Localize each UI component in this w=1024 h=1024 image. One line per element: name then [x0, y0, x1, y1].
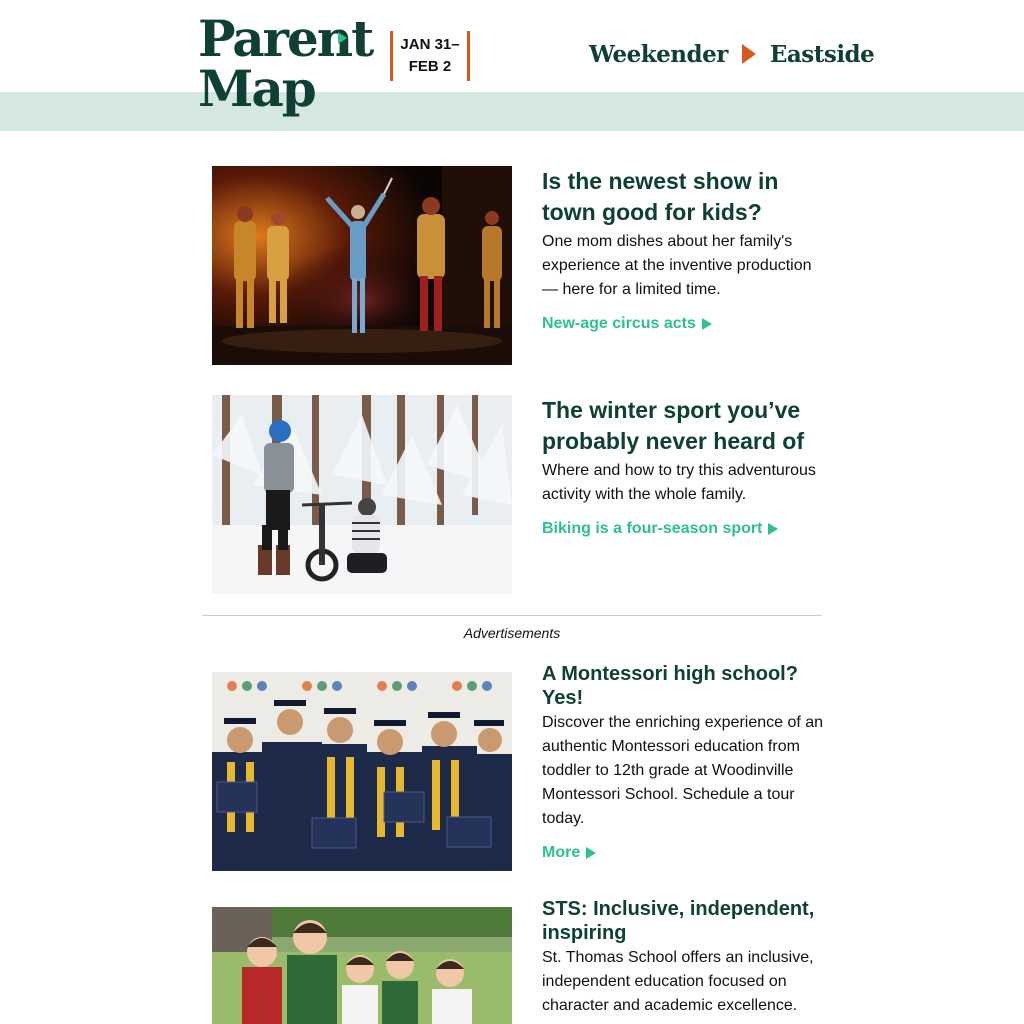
article-link-label: Biking is a four-season sport [542, 520, 763, 537]
date-line-1: JAN 31– [400, 36, 460, 53]
students-group-image [212, 907, 512, 1024]
article-headline[interactable]: Is the newest show in town good for kids? [542, 168, 779, 225]
play-triangle-icon [742, 44, 756, 64]
advertisements-label: Advertisements [463, 625, 561, 641]
article-card [212, 166, 822, 365]
graduation-group-image [212, 672, 512, 871]
article-text [542, 166, 824, 336]
article-description: One mom dishes about her family's experience at the inventive production — here for a limited time. [542, 233, 812, 298]
article-card [212, 395, 822, 594]
graduates-photo[interactable] [212, 672, 512, 871]
ad-text [542, 897, 824, 1018]
snow-forest-image [212, 395, 512, 594]
ad-headline[interactable]: A Montessori high school? Yes! [542, 663, 798, 709]
parentmap-logo[interactable] [198, 9, 373, 118]
edition-name: Weekender [589, 40, 728, 68]
section-divider [202, 615, 822, 616]
ad-description: St. Thomas School offers an inclusive, independent education focused on character and academic excellence. [542, 949, 814, 1014]
newsletter-header [0, 0, 1024, 131]
header-band [0, 92, 1024, 131]
logo-line-2: Map [198, 59, 315, 118]
ad-headline[interactable]: STS: Inclusive, independent, inspiring [542, 898, 815, 944]
article-description: Where and how to try this adventurous activity with the whole family. [542, 462, 816, 503]
article-text [542, 395, 824, 541]
article-link[interactable] [542, 312, 712, 336]
circus-photo[interactable] [212, 166, 512, 365]
ad-description: Discover the enriching experience of an authentic Montessori education from toddler to 12th grade at Woodinville Montessori School. Schedule a tour today. [542, 714, 824, 827]
play-triangle-icon [702, 318, 712, 330]
edition-title [589, 38, 874, 70]
winter-biking-photo[interactable] [212, 395, 512, 594]
circus-stage-image [212, 166, 512, 365]
students-photo[interactable] [212, 907, 512, 1024]
play-triangle-icon [768, 523, 778, 535]
article-link-label: New-age circus acts [542, 315, 696, 332]
ad-link-label: More [542, 844, 581, 861]
ad-link[interactable] [542, 841, 596, 865]
play-triangle-icon [586, 847, 596, 859]
ad-card [212, 897, 822, 1024]
logo-triangle-icon [338, 32, 347, 44]
ad-card [212, 662, 822, 872]
article-headline[interactable]: The winter sport you’ve probably never heard of [542, 397, 805, 454]
ad-text [542, 662, 824, 865]
issue-date [390, 31, 470, 81]
article-link[interactable] [542, 517, 778, 541]
logo-line-1: Parent [198, 9, 373, 68]
edition-region: Eastside [769, 40, 875, 68]
date-line-2: FEB 2 [408, 58, 452, 75]
